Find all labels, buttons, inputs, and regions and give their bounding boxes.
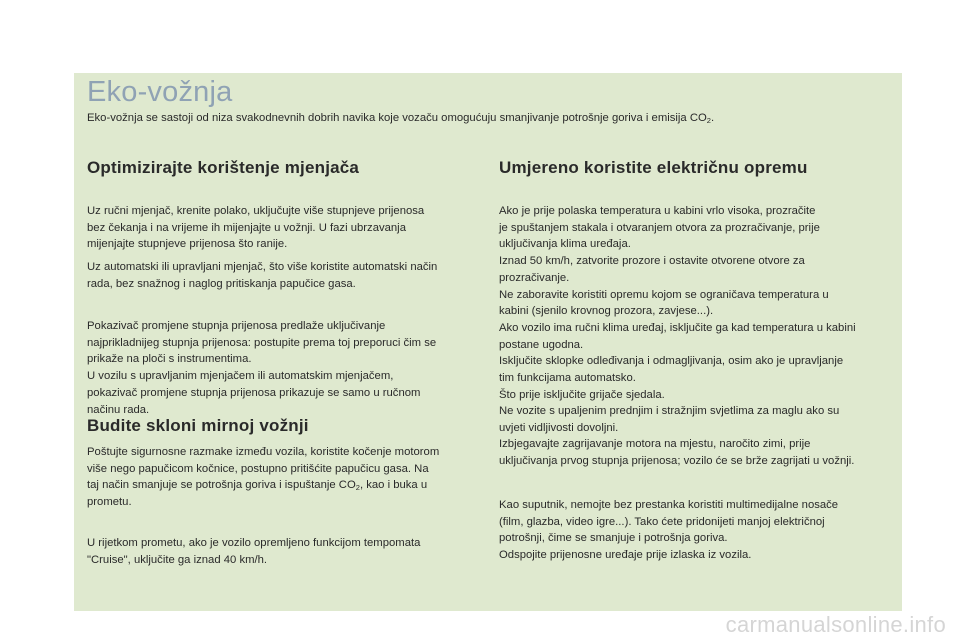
paragraph-automatic-gearbox bbox=[87, 259, 482, 292]
paragraph-electrical-equipment bbox=[499, 203, 894, 437]
text-line: prikaže na ploči s instrumentima. bbox=[87, 353, 252, 366]
text-line: Uz ručni mjenjač, krenite polako, uključujte više stupnjeve prijenosa bbox=[87, 205, 425, 217]
heading-gearbox: Optimizirajte korištenje mjenjača bbox=[87, 158, 360, 177]
text-line: U rijetkom prometu, ako je vozilo opremljeno funkcijom tempomata bbox=[87, 537, 421, 549]
text-line: uvjeti vidljivosti dovoljni. bbox=[499, 422, 619, 435]
watermark: carmanualsonline.info bbox=[725, 612, 946, 637]
page-title: Eko-vožnja bbox=[87, 76, 233, 108]
text-line: Ako je prije polaska temperatura u kabini vrlo visoka, prozračite bbox=[499, 205, 816, 217]
text-line: najprikladnijeg stupnja prijenosa: postupite prema toj preporuci čim se bbox=[87, 336, 437, 349]
intro-text-main: Eko-vožnja se sastoji od niza svakodnevnih dobrih navika koje vozaču omogućuju smanjivanje potrošnje goriva i emisija CO bbox=[87, 112, 707, 124]
text-line: prometu. bbox=[87, 496, 132, 509]
text-line: Kao suputnik, nemojte bez prestanka koristiti multimedijalne nosače bbox=[499, 499, 839, 511]
text-line: kabini (sjenilo krovnog prozora, zavjese...). bbox=[499, 305, 714, 318]
paragraph-safety-distance bbox=[87, 444, 482, 511]
text-line bbox=[87, 477, 482, 494]
text-line: prozračivanje. bbox=[499, 271, 570, 284]
text-fragment: taj način smanjuje se potrošnja goriva i ispuštanje CO bbox=[87, 479, 356, 492]
text-line: Uz automatski ili upravljani mjenjač, što više koristite automatski način bbox=[87, 261, 438, 273]
text-line: Ako vozilo ima ručni klima uređaj, isključite ga kad temperatura u kabini bbox=[499, 321, 856, 334]
text-line: je spuštanjem stakala i otvaranjem otvora za prozračivanje, prije bbox=[499, 221, 820, 234]
text-line: pokazivač promjene stupnja prijenosa prikazuje se samo u ručnom bbox=[87, 386, 421, 399]
text-line: (film, glazba, video igre...). Tako ćete pridonijeti manjoj električnoj bbox=[499, 515, 825, 528]
intro-subscript: 2 bbox=[706, 116, 711, 125]
text-line: uključivanja klima uređaja. bbox=[499, 238, 631, 251]
paragraph-manual-gearbox bbox=[87, 203, 482, 253]
text-fragment: , kao i buka u bbox=[359, 479, 428, 492]
text-line: U vozilu s upravljanim mjenjačem ili automatskim mjenjačem, bbox=[87, 370, 394, 383]
text-line: rada, bez snažnog i naglog pritiskanja papučice gasa. bbox=[87, 277, 356, 290]
text-line: postane ugodna. bbox=[499, 338, 584, 351]
text-line: Odspojite prijenosne uređaje prije izlaska iz vozila. bbox=[499, 549, 752, 562]
text-line: bez čekanja i na vrijeme ih mijenjajte u vožnji. U fazi ubrzavanja bbox=[87, 221, 406, 234]
text-line: tim funkcijama automatsko. bbox=[499, 372, 636, 385]
text-line: Što prije isključite grijače sjedala. bbox=[499, 388, 665, 401]
heading-gearbox-section bbox=[87, 158, 482, 178]
text-line: mijenjajte stupnjeve prijenosa što ranije. bbox=[87, 238, 288, 251]
text-line: uključivanja prvog stupnja prijenosa; vozilo će se brže zagrijati u vožnji. bbox=[499, 454, 855, 467]
text-line: više nego papučicom kočnice, postupno pritišćite papučicu gasa. Na bbox=[87, 462, 429, 475]
paragraph-engine-warmup bbox=[499, 436, 894, 469]
paragraph-multimedia bbox=[499, 497, 894, 564]
text-line: Poštujte sigurnosne razmake između vozila, koristite kočenje motorom bbox=[87, 446, 440, 458]
subscript: 2 bbox=[355, 483, 360, 493]
text-line: "Cruise", uključite ga iznad 40 km/h. bbox=[87, 553, 268, 566]
heading-calm-driving-section bbox=[87, 416, 482, 436]
text-line: načinu rada. bbox=[87, 403, 150, 416]
text-line: Pokazivač promjene stupnja prijenosa predlaže uključivanje bbox=[87, 320, 386, 332]
heading-electrical: Umjereno koristite električnu opremu bbox=[499, 158, 808, 177]
text-line: Iznad 50 km/h, zatvorite prozore i ostavite otvorene otvore za bbox=[499, 255, 805, 268]
intro-text-end: . bbox=[710, 112, 715, 124]
text-line: potrošnji, čime se smanjuje i potrošnja goriva. bbox=[499, 532, 728, 545]
heading-calm-driving: Budite skloni mirnoj vožnji bbox=[87, 416, 309, 435]
paragraph-cruise-control bbox=[87, 535, 482, 568]
text-line: Isključite sklopke odleđivanja i odmagljivanja, osim ako je upravljanje bbox=[499, 355, 844, 368]
text-line: Ne zaboravite koristiti opremu kojom se ograničava temperatura u bbox=[499, 288, 829, 301]
text-line: Izbjegavajte zagrijavanje motora na mjestu, naročito zimi, prije bbox=[499, 438, 811, 450]
text-line: Ne vozite s upaljenim prednjim i stražnjim svjetlima za maglu ako su bbox=[499, 405, 840, 418]
paragraph-gear-indicator bbox=[87, 318, 482, 418]
intro-text bbox=[87, 112, 714, 124]
heading-electrical-section bbox=[499, 158, 894, 178]
